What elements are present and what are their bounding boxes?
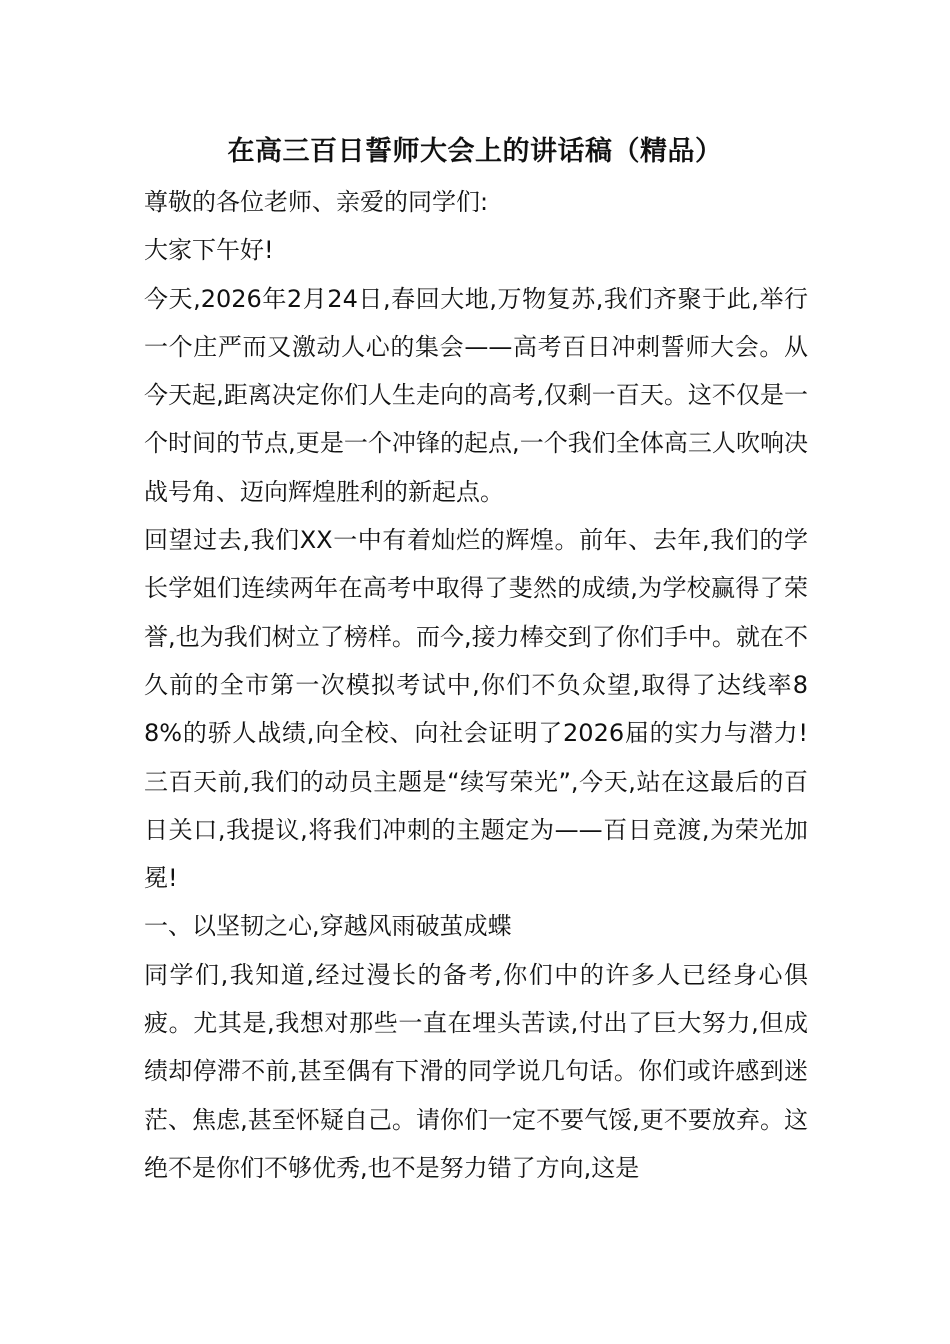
- opening-paragraph: 今天,2026年2月24日,春回大地,万物复苏,我们齐聚于此,举行一个庄严而又激动人心的集会——高考百日冲刺誓师大会。从今天起,距离决定你们人生走向的高考,仅剩一百天。这不仅是一个时间的节点,更是一个冲锋的起点,一个我们全体高三人吹响决战号角、迈向辉煌胜利的新起点。: [144, 284, 808, 506]
- salutation-paragraph: 尊敬的各位老师、亲爱的同学们:: [144, 188, 489, 216]
- greeting-paragraph: 大家下午好!: [144, 236, 274, 265]
- section-1-paragraph: 同学们,我知道,经过漫长的备考,你们中的许多人已经身心俱疲。尤其是,我想对那些一直在埋头苦读,付出了巨大努力,但成绩却停滞不前,甚至偶有下滑的同学说几句话。你们或许感到迷茫、焦虑,甚至怀疑自己。请你们一定不要气馁,更不要放弃。这绝不是你们不够优秀,也不是努力错了方向,这是: [144, 960, 808, 1182]
- section-heading-1: 一、以坚韧之心,穿越风雨破茧成蝶: [144, 912, 512, 941]
- review-paragraph: 回望过去,我们XX一中有着灿烂的辉煌。前年、去年,我们的学长学姐们连续两年在高考中取得了斐然的成绩,为学校赢得了荣誉,也为我们树立了榜样。而今,接力棒交到了你们手中。就在不久前的全市第一次模拟考试中,你们不负众望,取得了达线率88%的骄人战绩,向全校、向社会证明了2026届的实力与潜力!三百天前,我们的动员主题是“续写荣光”,今天,站在这最后的百日关口,我提议,将我们冲刺的主题定为——百日竞渡,为荣光加冕!: [144, 526, 808, 893]
- document-title: 在高三百日誓师大会上的讲话稿（精品）: [227, 136, 723, 167]
- document-body: [144, 178, 808, 1192]
